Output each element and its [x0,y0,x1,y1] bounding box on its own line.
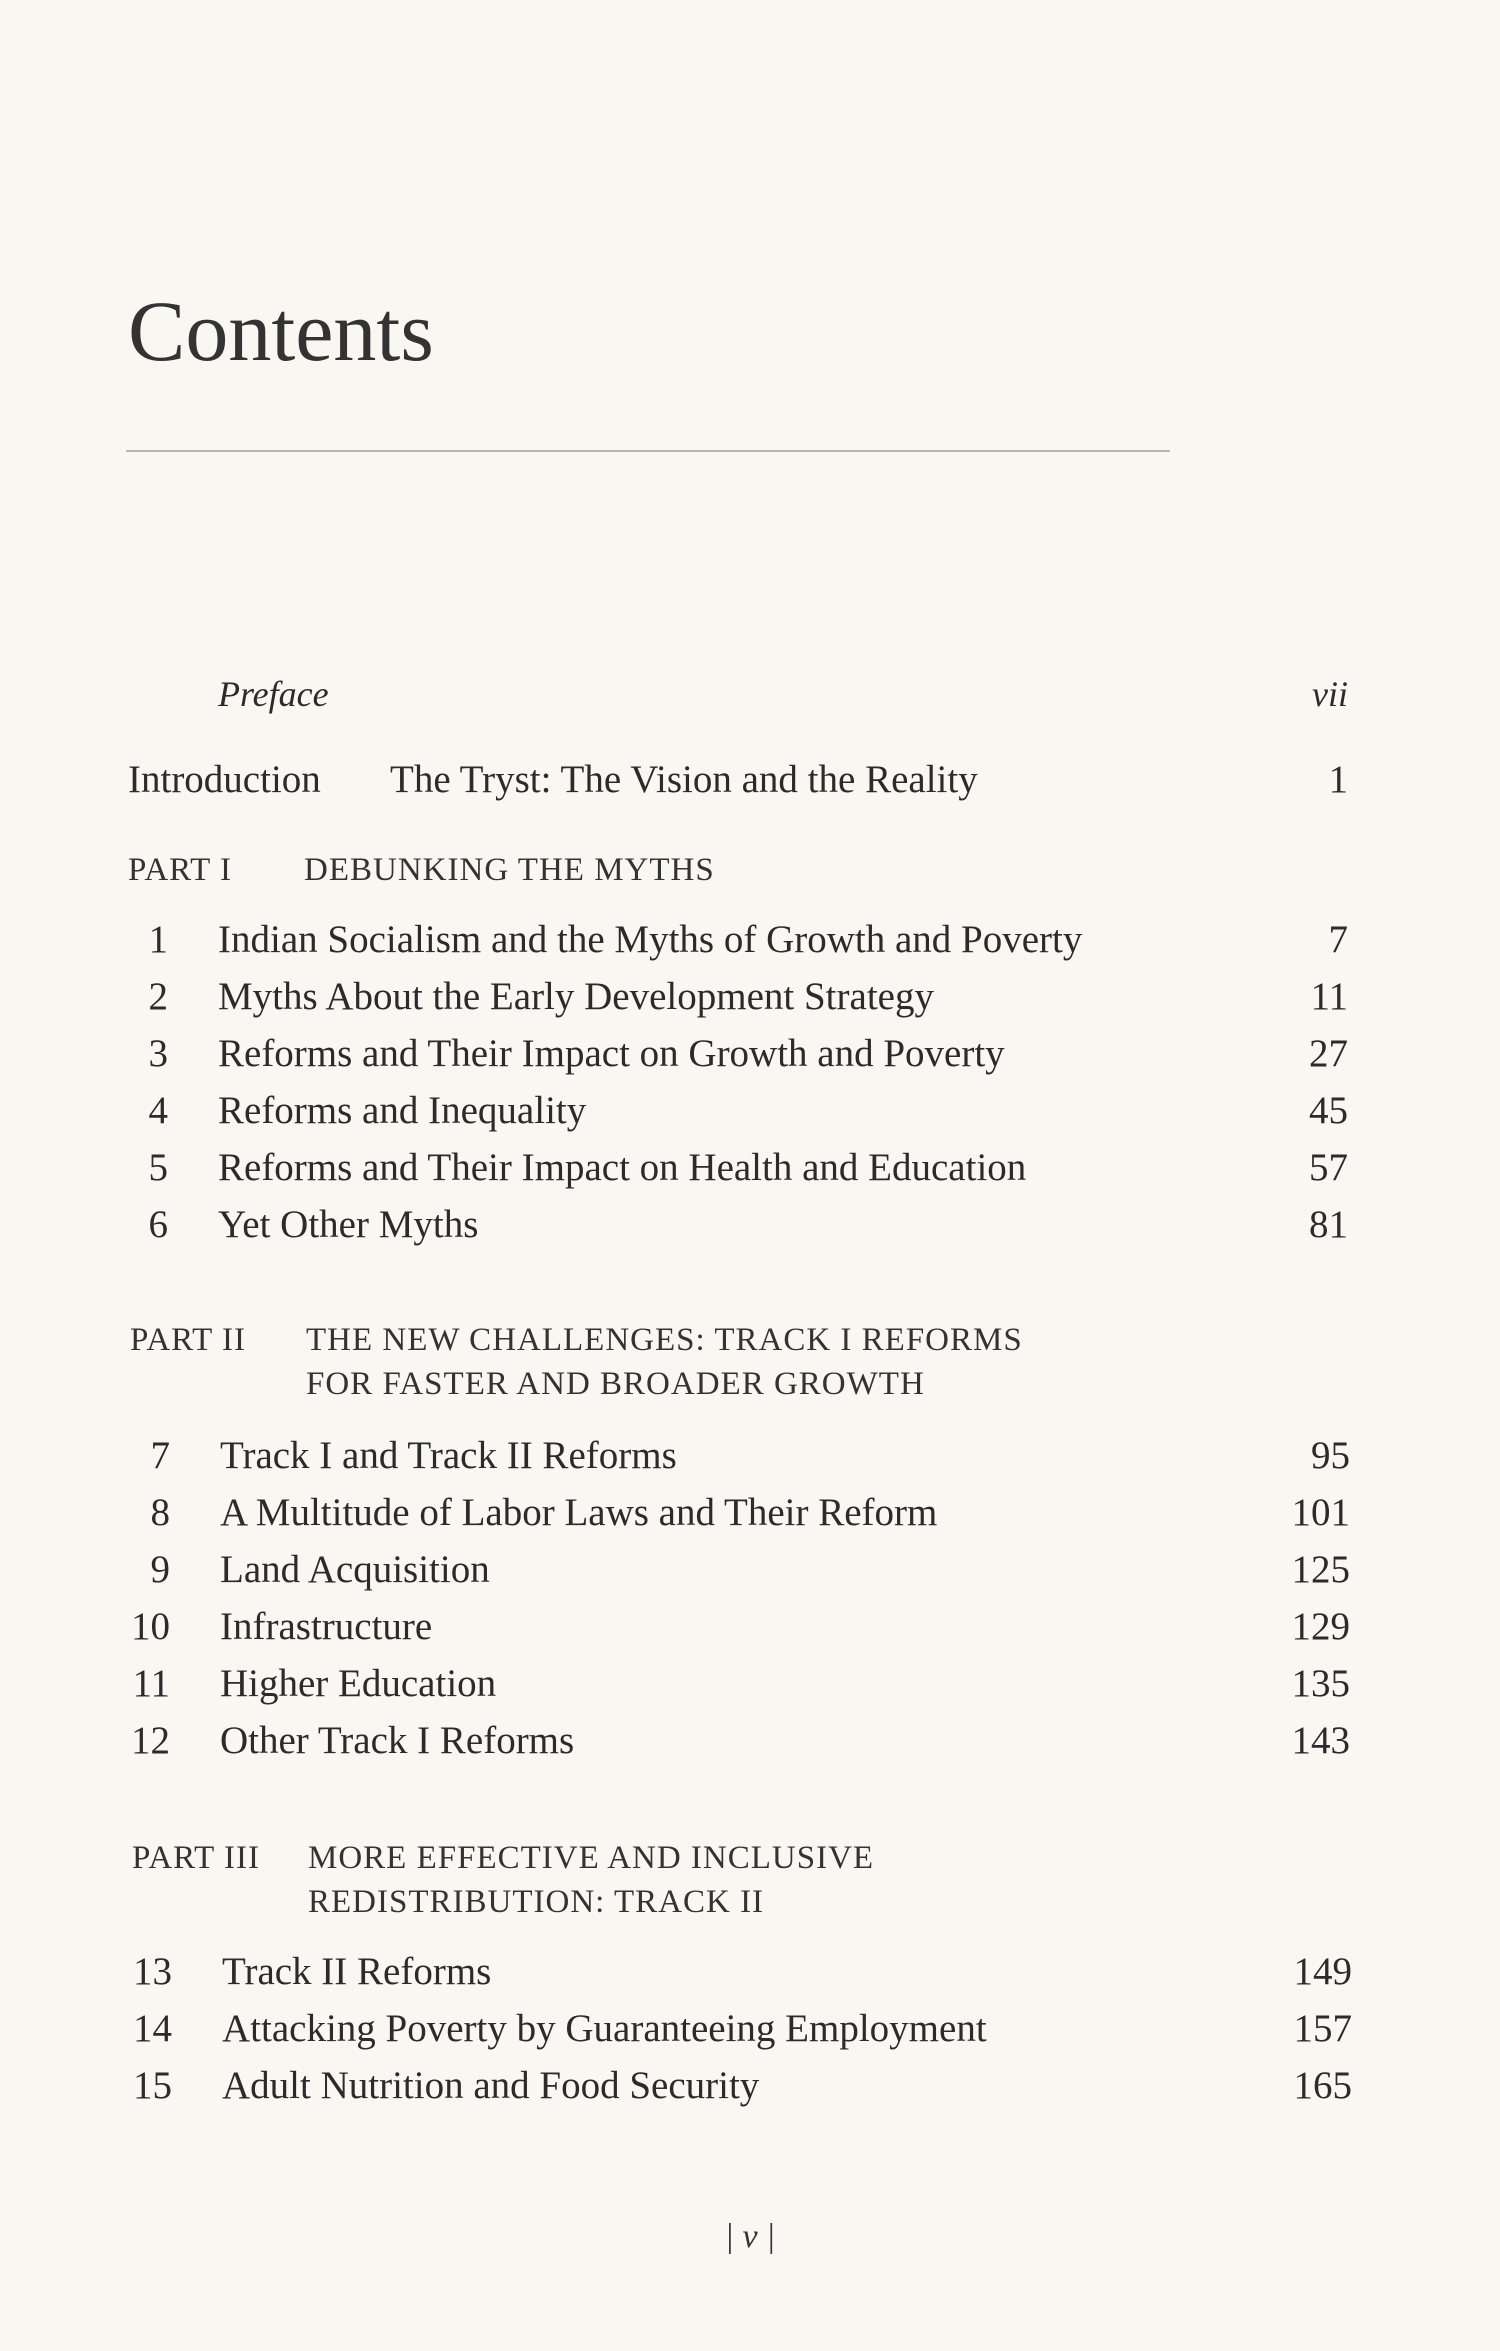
chapter-page: 95 [1311,1434,1350,1477]
chapter-page: 143 [1291,1719,1350,1762]
chapter-title: Yet Other Myths [218,1203,479,1246]
toc-entry-preface[interactable] [218,676,1348,720]
chapter-title: Indian Socialism and the Myths of Growth and Poverty [218,918,1083,961]
page-folio: | v | [724,2218,776,2255]
toc-entry-chapter-13[interactable] [112,1952,1352,1998]
chapter-title: Adult Nutrition and Food Security [222,2064,760,2107]
chapter-title: Other Track I Reforms [220,1719,575,1762]
chapter-number: 6 [148,1203,168,1246]
chapter-number: 10 [131,1605,170,1648]
chapter-number: 1 [148,918,168,961]
toc-entry-introduction[interactable] [128,760,1348,806]
toc-entry-chapter-11[interactable] [110,1664,1350,1710]
chapter-title: Attacking Poverty by Guaranteeing Employment [222,2007,987,2050]
page-title: Contents [128,283,434,379]
part-label: PART II [130,1322,246,1358]
chapter-number: 3 [148,1032,168,1075]
chapter-title: Reforms and Inequality [218,1089,587,1132]
chapter-number: 9 [150,1548,170,1591]
preface-label: Preface [218,674,329,714]
chapter-page: 129 [1291,1605,1350,1648]
introduction-title: The Tryst: The Vision and the Reality [390,758,978,801]
chapter-number: 7 [150,1434,170,1477]
toc-entry-chapter-5[interactable] [108,1148,1348,1194]
part-title-line: DEBUNKING THE MYTHS [304,852,715,888]
chapter-page: 165 [1293,2064,1352,2107]
part-title-line: REDISTRIBUTION: TRACK II [308,1884,765,1920]
chapter-page: 149 [1293,1950,1352,1993]
toc-entry-chapter-3[interactable] [108,1034,1348,1080]
chapter-number: 11 [132,1662,170,1705]
chapter-page: 7 [1328,918,1348,961]
introduction-label: Introduction [128,758,321,801]
toc-entry-chapter-10[interactable] [110,1607,1350,1653]
toc-entry-chapter-4[interactable] [108,1091,1348,1137]
toc-entry-chapter-1[interactable] [108,920,1348,966]
chapter-page: 125 [1291,1548,1350,1591]
chapter-page: 81 [1309,1203,1348,1246]
toc-entry-chapter-6[interactable] [108,1205,1348,1251]
chapter-number: 15 [133,2064,172,2107]
chapter-number: 8 [150,1491,170,1534]
toc-entry-chapter-8[interactable] [110,1493,1350,1539]
toc-entry-chapter-14[interactable] [112,2009,1352,2055]
chapter-title: Track II Reforms [222,1950,492,1993]
chapter-number: 2 [148,975,168,1018]
part-title-line: FOR FASTER AND BROADER GROWTH [306,1366,925,1402]
chapter-page: 11 [1310,975,1348,1018]
chapter-title: Reforms and Their Impact on Growth and Poverty [218,1032,1005,1075]
chapter-number: 14 [133,2007,172,2050]
chapter-title: Higher Education [220,1662,497,1705]
part-title-line: THE NEW CHALLENGES: TRACK I REFORMS [306,1322,1023,1358]
chapter-number: 12 [131,1719,170,1762]
toc-entry-chapter-2[interactable] [108,977,1348,1023]
part-label: PART I [128,852,232,888]
chapter-title: Reforms and Their Impact on Health and Education [218,1146,1027,1189]
title-divider [126,450,1170,452]
chapter-page: 157 [1293,2007,1352,2050]
chapter-number: 13 [133,1950,172,1993]
chapter-page: 27 [1309,1032,1348,1075]
chapter-page: 101 [1291,1491,1350,1534]
chapter-page: 45 [1309,1089,1348,1132]
chapter-title: Myths About the Early Development Strategy [218,975,934,1018]
preface-page: vii [1312,674,1348,714]
part-title-line: MORE EFFECTIVE AND INCLUSIVE [308,1840,875,1876]
chapter-title: Infrastructure [220,1605,433,1648]
toc-entry-chapter-12[interactable] [110,1721,1350,1767]
chapter-page: 57 [1309,1146,1348,1189]
toc-entry-chapter-9[interactable] [110,1550,1350,1596]
introduction-page: 1 [1328,758,1348,801]
chapter-title: Track I and Track II Reforms [220,1434,677,1477]
chapter-title: A Multitude of Labor Laws and Their Reform [220,1491,938,1534]
toc-entry-chapter-15[interactable] [112,2066,1352,2112]
chapter-number: 4 [148,1089,168,1132]
chapter-title: Land Acquisition [220,1548,490,1591]
part-label: PART III [132,1840,260,1876]
toc-entry-chapter-7[interactable] [110,1436,1350,1482]
chapter-page: 135 [1291,1662,1350,1705]
chapter-number: 5 [148,1146,168,1189]
